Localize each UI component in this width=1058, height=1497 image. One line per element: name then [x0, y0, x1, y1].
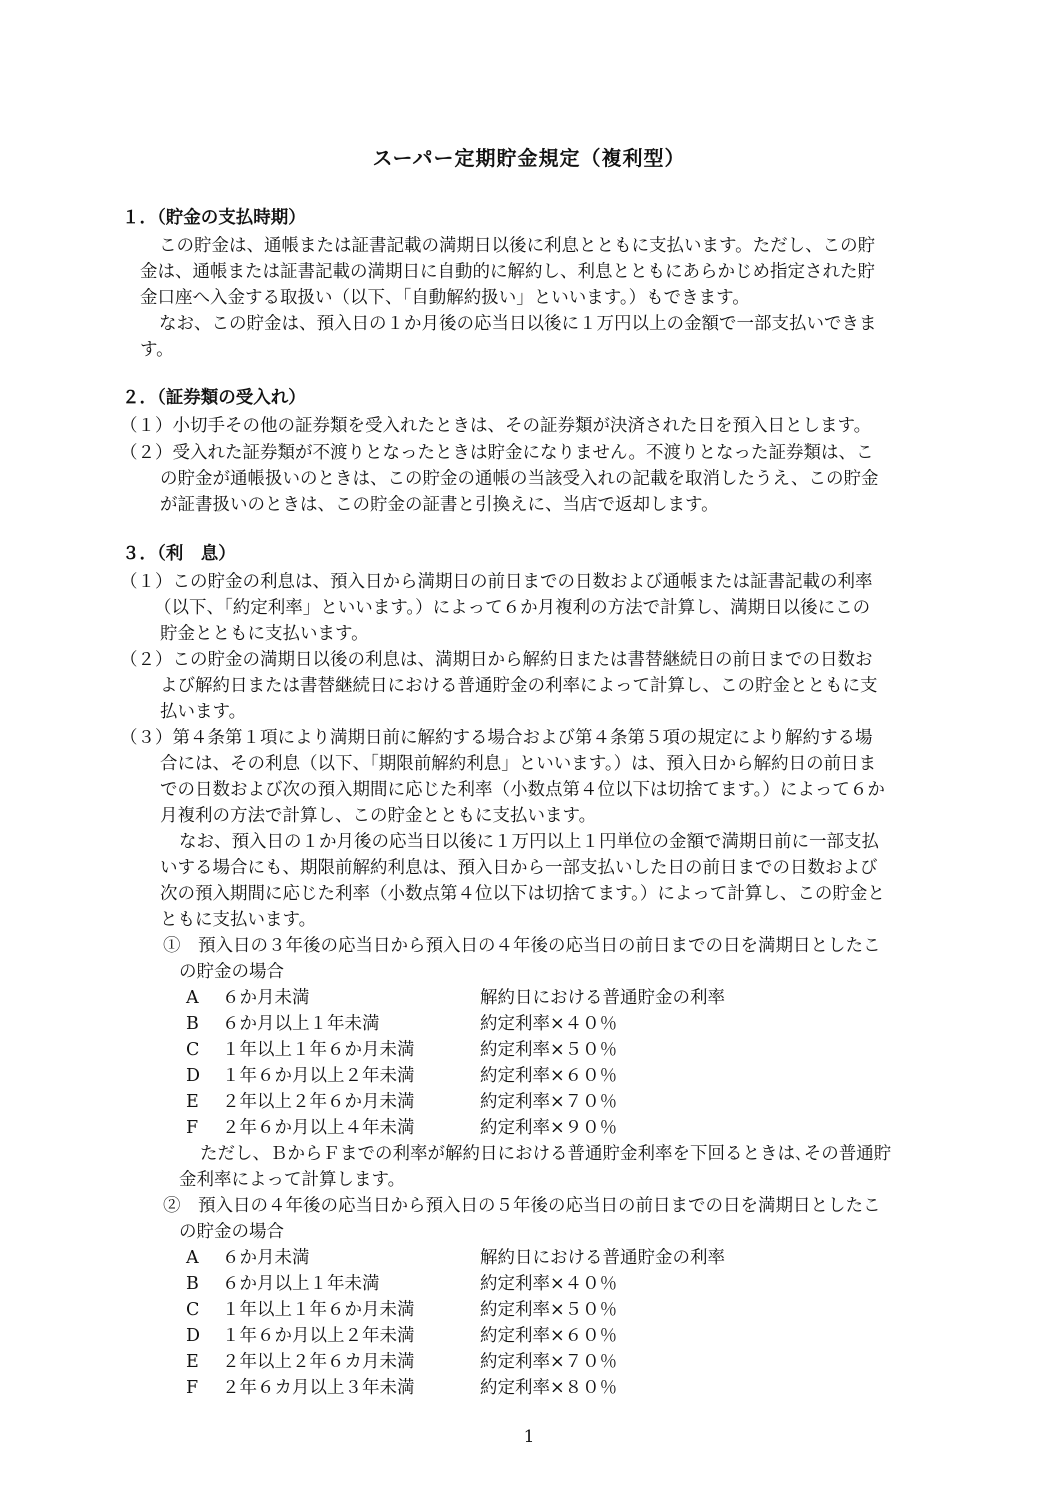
deposit-period: ６か月以上１年未満: [222, 1274, 380, 1294]
section-3-p3-line: 次の預入期間に応じた利率（小数点第４位以下は切捨てます。）によって計算し、この貯金と: [160, 884, 885, 904]
applied-rate: 解約日における普通貯金の利率: [480, 988, 725, 1008]
section-3-heading: ３．（利 息）: [122, 544, 236, 564]
applied-rate: 約定利率×６０％: [480, 1326, 618, 1346]
period-letter: B: [186, 1014, 199, 1034]
case-1-heading-line: ① 預入日の３年後の応当日から預入日の４年後の応当日の前日までの日を満期日としたこ: [163, 936, 881, 956]
period-letter: C: [186, 1040, 200, 1060]
deposit-period: １年６か月以上２年未満: [222, 1066, 415, 1086]
section-3-p3-line: いする場合にも、期限前解約利息は、預入日から一部支払いした日の前日までの日数および: [160, 858, 878, 878]
section-1-heading: １．（貯金の支払時期）: [122, 208, 306, 228]
deposit-period: ６か月以上１年未満: [222, 1014, 380, 1034]
deposit-period: ６か月未満: [222, 1248, 310, 1268]
applied-rate: 約定利率×７０％: [480, 1352, 618, 1372]
deposit-period: １年６か月以上２年未満: [222, 1326, 415, 1346]
applied-rate: 約定利率×４０％: [480, 1014, 618, 1034]
applied-rate: 約定利率×６０％: [480, 1066, 618, 1086]
deposit-period: １年以上１年６か月未満: [222, 1040, 415, 1060]
deposit-period: ２年以上２年６カ月未満: [222, 1352, 415, 1372]
section-3-p3-line: ともに支払います。: [160, 910, 317, 930]
section-3-p1-line: 貯金とともに支払います。: [160, 624, 369, 644]
section-3-p3-line: での日数および次の預入期間に応じた利率（小数点第４位以下は切捨てます。）によって６か: [160, 780, 885, 800]
section-3-p2-line: （２）この貯金の満期日以後の利息は、満期日から解約日または書替継続日の前日までの日数お: [120, 650, 873, 670]
period-letter: C: [186, 1300, 200, 1320]
period-letter: A: [186, 1248, 199, 1268]
deposit-period: ２年６か月以上４年未満: [222, 1118, 415, 1138]
period-letter: F: [186, 1118, 199, 1138]
period-letter: E: [186, 1352, 199, 1372]
deposit-period: １年以上１年６か月未満: [222, 1300, 415, 1320]
period-letter: E: [186, 1092, 199, 1112]
section-3-p3-line: 合には、その利息（以下、「期限前解約利息」といいます。）は、預入日から解約日の前日ま: [160, 754, 877, 774]
section-2-line: （１）小切手その他の証券類を受入れたときは、その証券類が決済された日を預入日とします。: [120, 416, 872, 436]
applied-rate: 約定利率×７０％: [480, 1092, 618, 1112]
section-1-line: す。: [140, 340, 174, 360]
period-letter: D: [186, 1326, 201, 1346]
case-1-note-line: ただし、ＢからＦまでの利率が解約日における普通貯金利率を下回るときは､その普通貯: [200, 1144, 892, 1164]
section-2-line: の貯金が通帳扱いのときは、この貯金の通帳の当該受入れの記載を取消したうえ、この貯金: [160, 469, 879, 489]
page-number: 1: [523, 1427, 535, 1447]
section-3-p1-line: （１）この貯金の利息は、預入日から満期日の前日までの日数および通帳または証書記載の利率: [120, 572, 873, 592]
section-3-p3-line: （３）第４条第１項により満期日前に解約する場合および第４条第５項の規定により解約する場: [120, 728, 873, 748]
section-3-p3-line: なお、預入日の１か月後の応当日以後に１万円以上１円単位の金額で満期日前に一部支払: [179, 832, 879, 852]
period-letter: D: [186, 1066, 201, 1086]
document-title: スーパー定期貯金規定（複利型）: [372, 146, 686, 170]
section-3-p3-line: 月複利の方法で計算し、この貯金とともに支払います。: [160, 806, 597, 826]
case-2-heading-line: ② 預入日の４年後の応当日から預入日の５年後の応当日の前日までの日を満期日としたこ: [163, 1196, 881, 1216]
deposit-period: ２年以上２年６か月未満: [222, 1092, 415, 1112]
section-2-line: （２）受入れた証券類が不渡りとなったときは貯金になりません。不渡りとなった証券類は、こ: [120, 443, 874, 463]
applied-rate: 約定利率×４０％: [480, 1274, 618, 1294]
deposit-period: ６か月未満: [222, 988, 310, 1008]
section-1-line: この貯金は、通帳または証書記載の満期日以後に利息とともに支払います。ただし、この貯: [159, 236, 876, 256]
period-letter: B: [186, 1274, 199, 1294]
section-1-line: 金口座へ入金する取扱い（以下、「自動解約扱い」といいます。）もできます。: [140, 288, 750, 308]
section-3-p2-line: 払います。: [160, 702, 247, 722]
applied-rate: 約定利率×５０％: [480, 1300, 618, 1320]
section-1-line: 金は、通帳または証書記載の満期日に自動的に解約し、利息とともにあらかじめ指定された貯: [140, 262, 875, 282]
period-letter: F: [186, 1378, 199, 1398]
case-1-note-line: 金利率によって計算します。: [179, 1170, 406, 1190]
section-1-line: なお、この貯金は、預入日の１か月後の応当日以後に１万円以上の金額で一部支払いできま: [159, 314, 877, 334]
deposit-period: ２年６カ月以上３年未満: [222, 1378, 415, 1398]
case-2-heading-line: の貯金の場合: [179, 1222, 284, 1242]
period-letter: A: [186, 988, 199, 1008]
section-2-line: が証書扱いのときは、この貯金の証書と引換えに、当店で返却します。: [160, 495, 719, 515]
applied-rate: 約定利率×５０％: [480, 1040, 618, 1060]
applied-rate: 約定利率×８０％: [480, 1378, 618, 1398]
case-1-heading-line: の貯金の場合: [179, 962, 284, 982]
applied-rate: 解約日における普通貯金の利率: [480, 1248, 725, 1268]
section-2-heading: ２．（証券類の受入れ）: [122, 388, 306, 408]
applied-rate: 約定利率×９０％: [480, 1118, 618, 1138]
section-3-p1-line: （以下、「約定利率」といいます。）によって６か月複利の方法で計算し、満期日以後にこの: [154, 598, 871, 618]
section-3-p2-line: よび解約日または書替継続日における普通貯金の利率によって計算し、この貯金とともに支: [160, 676, 878, 696]
